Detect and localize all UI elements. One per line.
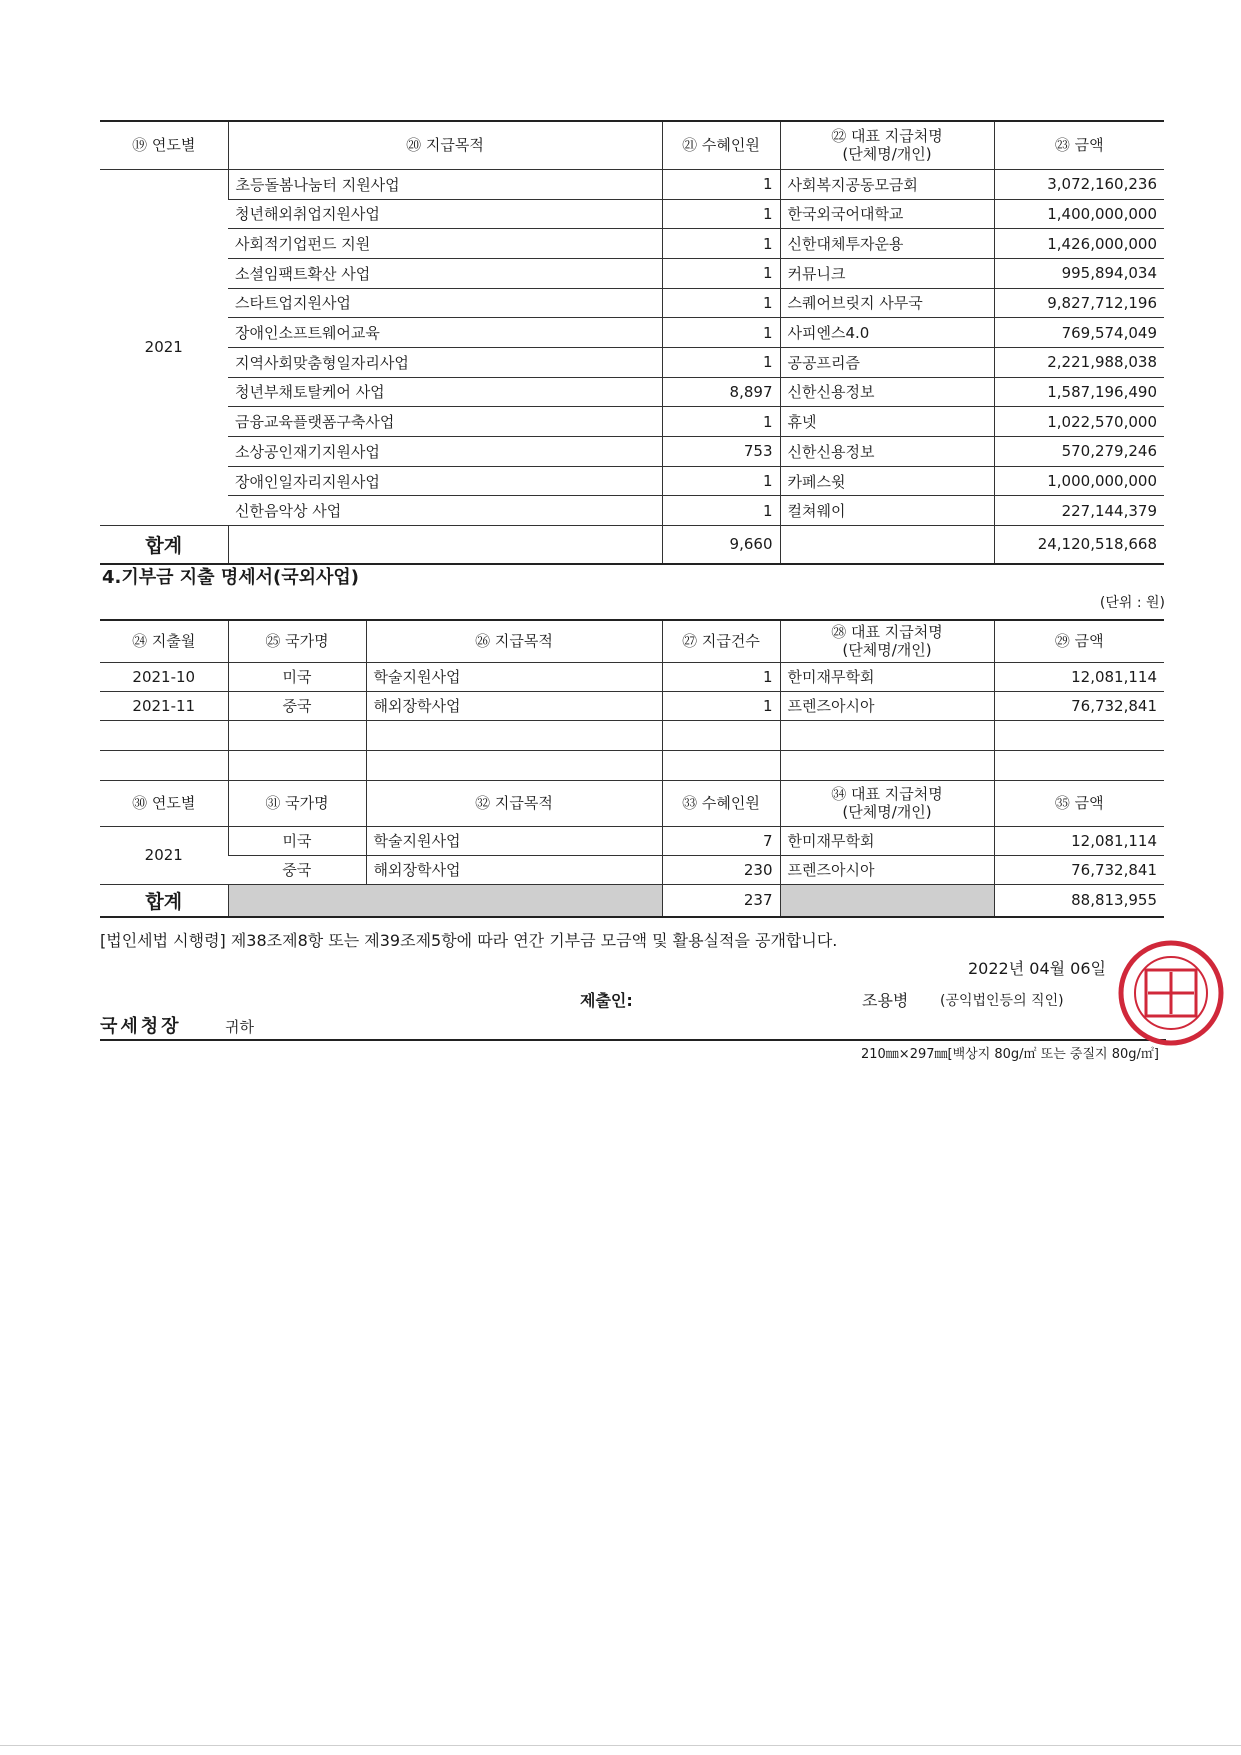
payee-cell: 한미재무학회 — [780, 662, 994, 691]
col-header-payee — [780, 121, 994, 169]
count-cell: 1 — [662, 347, 780, 377]
payee-header-line1: ㉞ 대표 지급처명 — [831, 785, 943, 803]
count-cell: 7 — [662, 826, 780, 855]
cases-cell: 1 — [662, 662, 780, 691]
addressee-suffix: 귀하 — [225, 1018, 254, 1036]
count-cell: 1 — [662, 199, 780, 229]
total-purpose-empty — [228, 526, 662, 564]
footer-rule — [100, 1039, 1166, 1041]
payee-header-line2: (단체명/개인) — [842, 641, 932, 660]
amount-cell: 1,022,570,000 — [994, 407, 1164, 437]
count-cell: 1 — [662, 258, 780, 288]
count-cell: 1 — [662, 466, 780, 496]
table-row — [100, 826, 1164, 855]
count-cell: 753 — [662, 437, 780, 467]
section-title: 4.기부금 지출 명세서(국외사업) — [102, 567, 360, 588]
col-header-month: ㉔ 지출월 — [100, 620, 228, 662]
amount-cell: 995,894,034 — [994, 258, 1164, 288]
amount-cell: 1,587,196,490 — [994, 377, 1164, 407]
table-row — [100, 437, 1164, 467]
table-row — [100, 199, 1164, 229]
payee-cell: 스퀘어브릿지 사무국 — [780, 288, 994, 318]
purpose-cell: 청년해외취업지원사업 — [228, 199, 662, 229]
domestic-expense-table — [100, 120, 1164, 565]
purpose-cell: 사회적기업펀드 지원 — [228, 229, 662, 259]
col-header-cases: ㉗ 지급건수 — [662, 620, 780, 662]
col-header-payee — [780, 780, 994, 826]
amount-cell: 9,827,712,196 — [994, 288, 1164, 318]
table-row — [100, 318, 1164, 348]
amount-cell: 1,400,000,000 — [994, 199, 1164, 229]
table-row — [100, 691, 1164, 720]
payee-header-line1: ㉘ 대표 지급처명 — [831, 623, 943, 642]
payee-cell: 한국외국어대학교 — [780, 199, 994, 229]
country-cell: 중국 — [228, 691, 366, 720]
total-amount: 88,813,955 — [994, 884, 1164, 917]
col-header-country: ㉛ 국가명 — [228, 780, 366, 826]
submitter-role: (공익법인등의 직인) — [940, 993, 1064, 1009]
payee-cell: 신한신용정보 — [780, 377, 994, 407]
payee-cell: 공공프리즘 — [780, 347, 994, 377]
col-header-count: ㉑ 수혜인원 — [662, 121, 780, 169]
header-row — [100, 121, 1164, 169]
paper-spec: 210㎜×297㎜[백상지 80g/㎡ 또는 중질지 80g/㎡] — [860, 1047, 1159, 1062]
submitter-label: 제출인: — [580, 991, 633, 1010]
amount-cell: 76,732,841 — [994, 691, 1164, 720]
count-cell: 1 — [662, 288, 780, 318]
col-header-count: ㉝ 수혜인원 — [662, 780, 780, 826]
count-cell: 8,897 — [662, 377, 780, 407]
total-shaded-cell — [228, 884, 662, 917]
year-cell: 2021 — [100, 169, 228, 526]
unit-label: (단위 : 원) — [1099, 595, 1165, 611]
header-row — [100, 620, 1164, 662]
table-row — [100, 347, 1164, 377]
amount-cell: 12,081,114 — [994, 662, 1164, 691]
payee-cell: 사피엔스4.0 — [780, 318, 994, 348]
table-row — [100, 288, 1164, 318]
purpose-cell: 소셜임팩트확산 사업 — [228, 258, 662, 288]
payee-cell: 프렌즈아시아 — [780, 691, 994, 720]
payee-cell: 신한신용정보 — [780, 437, 994, 467]
payee-cell: 프렌즈아시아 — [780, 855, 994, 884]
country-cell: 미국 — [228, 662, 366, 691]
month-cell: 2021-10 — [100, 662, 228, 691]
amount-cell: 12,081,114 — [994, 826, 1164, 855]
table-row — [100, 662, 1164, 691]
payee-cell: 컬쳐웨이 — [780, 496, 994, 526]
count-cell: 230 — [662, 855, 780, 884]
col-header-year: ⑲ 연도별 — [100, 121, 228, 169]
count-cell: 1 — [662, 318, 780, 348]
scan-edge-line — [0, 1745, 1241, 1746]
col-header-purpose: ⑳ 지급목적 — [228, 121, 662, 169]
official-seal-icon — [1116, 938, 1226, 1048]
addressee: 국세청장 — [100, 1016, 182, 1037]
table-row — [100, 407, 1164, 437]
total-label: 합계 — [100, 526, 228, 564]
purpose-cell: 장애인일자리지원사업 — [228, 466, 662, 496]
amount-cell: 1,000,000,000 — [994, 466, 1164, 496]
purpose-cell: 청년부채토탈케어 사업 — [228, 377, 662, 407]
payee-header-line1: ㉒ 대표 지급처명 — [831, 127, 943, 146]
table-row — [100, 377, 1164, 407]
col-header-amount: ㉟ 금액 — [994, 780, 1164, 826]
payee-cell: 사회복지공동모금회 — [780, 169, 994, 199]
count-cell: 1 — [662, 496, 780, 526]
col-header-payee — [780, 620, 994, 662]
table-row — [100, 258, 1164, 288]
purpose-cell: 스타트업지원사업 — [228, 288, 662, 318]
total-payee-empty — [780, 526, 994, 564]
amount-cell: 2,221,988,038 — [994, 347, 1164, 377]
total-count: 237 — [662, 884, 780, 917]
payee-cell: 한미재무학회 — [780, 826, 994, 855]
purpose-cell: 해외장학사업 — [366, 855, 662, 884]
table-row — [100, 855, 1164, 884]
overseas-expense-table — [100, 619, 1164, 918]
payee-cell: 휴넷 — [780, 407, 994, 437]
purpose-cell: 금융교육플랫폼구축사업 — [228, 407, 662, 437]
payee-cell: 신한대체투자운용 — [780, 229, 994, 259]
purpose-cell: 지역사회맞춤형일자리사업 — [228, 347, 662, 377]
amount-cell: 1,426,000,000 — [994, 229, 1164, 259]
submitter-name: 조용병 — [862, 991, 909, 1010]
col-header-amount: ㉓ 금액 — [994, 121, 1164, 169]
col-header-year: ㉚ 연도별 — [100, 780, 228, 826]
month-cell: 2021-11 — [100, 691, 228, 720]
payee-cell: 카페스윗 — [780, 466, 994, 496]
amount-cell: 76,732,841 — [994, 855, 1164, 884]
header-row-yearly — [100, 780, 1164, 826]
total-shaded-cell — [780, 884, 994, 917]
total-label: 합계 — [100, 884, 228, 917]
empty-row — [100, 750, 1164, 780]
col-header-country: ㉕ 국가명 — [228, 620, 366, 662]
table-row — [100, 496, 1164, 526]
table-row — [100, 229, 1164, 259]
purpose-cell: 신한음악상 사업 — [228, 496, 662, 526]
country-cell: 중국 — [228, 855, 366, 884]
purpose-cell: 소상공인재기지원사업 — [228, 437, 662, 467]
total-row — [100, 884, 1164, 917]
purpose-cell: 초등돌봄나눔터 지원사업 — [228, 169, 662, 199]
purpose-cell: 학술지원사업 — [366, 662, 662, 691]
col-header-purpose: ㉖ 지급목적 — [366, 620, 662, 662]
count-cell: 1 — [662, 229, 780, 259]
purpose-cell: 해외장학사업 — [366, 691, 662, 720]
amount-cell: 3,072,160,236 — [994, 169, 1164, 199]
total-amount: 24,120,518,668 — [994, 526, 1164, 564]
payee-cell: 커뮤니크 — [780, 258, 994, 288]
submission-date: 2022년 04월 06일 — [968, 959, 1106, 978]
col-header-amount: ㉙ 금액 — [994, 620, 1164, 662]
col-header-purpose: ㉜ 지급목적 — [366, 780, 662, 826]
disclosure-note: [법인세법 시행령] 제38조제8항 또는 제39조제5항에 따라 연간 기부금 모금액 및 활용실적을 공개합니다. — [100, 931, 838, 950]
amount-cell: 769,574,049 — [994, 318, 1164, 348]
payee-header-line2: (단체명/개인) — [842, 803, 932, 821]
table-row — [100, 466, 1164, 496]
purpose-cell: 학술지원사업 — [366, 826, 662, 855]
count-cell: 1 — [662, 169, 780, 199]
cases-cell: 1 — [662, 691, 780, 720]
amount-cell: 570,279,246 — [994, 437, 1164, 467]
purpose-cell: 장애인소프트웨어교육 — [228, 318, 662, 348]
count-cell: 1 — [662, 407, 780, 437]
total-count: 9,660 — [662, 526, 780, 564]
empty-row — [100, 720, 1164, 750]
table-row — [100, 169, 1164, 199]
payee-header-line2: (단체명/개인) — [842, 145, 932, 164]
year-cell: 2021 — [100, 826, 228, 884]
amount-cell: 227,144,379 — [994, 496, 1164, 526]
total-row — [100, 526, 1164, 564]
country-cell: 미국 — [228, 826, 366, 855]
